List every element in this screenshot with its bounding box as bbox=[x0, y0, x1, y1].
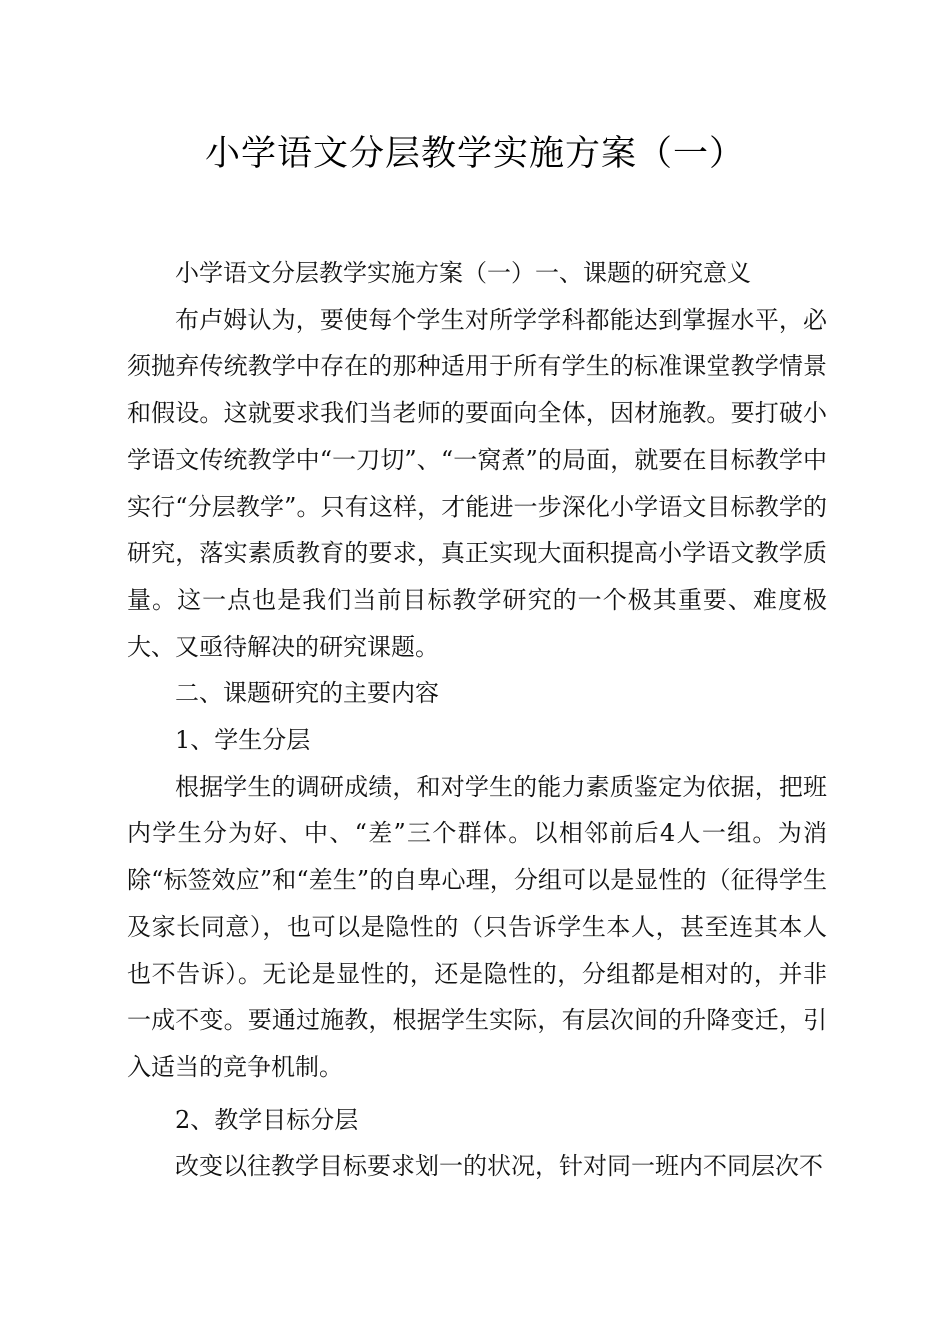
paragraph-research-significance: 布卢姆认为，要使每个学生对所学学科都能达到掌握水平，必须抛弃传统教学中存在的那种适用于所有学生的标准课堂教学情景和假设。这就要求我们当老师的要面向全体，因材施教。要打破小学语文传统教学中“一刀切”、“一窝煮”的局面，就要在目标教学中实行“分层教学”。只有这样，才能进一步深化小学语文目标教学的研究，落实素质教育的要求，真正实现大面积提高小学语文教学质量。这一点也是我们当前目标教学研究的一个极其重要、难度极大、又亟待解决的研究课题。 bbox=[127, 305, 827, 661]
paragraph-goal-layering-heading: 2、教学目标分层 bbox=[175, 1105, 359, 1134]
document-body bbox=[127, 250, 827, 1190]
document-title: 小学语文分层教学实施方案（一） bbox=[204, 134, 745, 174]
paragraph-intro-heading: 小学语文分层教学实施方案（一）一、课题的研究意义 bbox=[175, 259, 751, 287]
paragraph-goal-layering: 改变以往教学目标要求划一的状况，针对同一班内不同层次不 bbox=[175, 1152, 823, 1181]
paragraph-student-layering: 根据学生的调研成绩，和对学生的能力素质鉴定为依据，把班内学生分为好、中、“差”三个群体。以相邻前后4人一组。为消除“标签效应”和“差生”的自卑心理，分组可以是显性的（征得学生及家长同意），也可以是隐性的（只告诉学生本人，甚至连其本人也不告诉）。无论是显性的，还是隐性的，分组都是相对的，并非一成不变。要通过施教，根据学生实际，有层次间的升降变迁，引入适当的竞争机制。 bbox=[127, 772, 827, 1081]
paragraph-student-layering-heading: 1、学生分层 bbox=[175, 726, 311, 755]
paragraph-section-two-heading: 二、课题研究的主要内容 bbox=[175, 679, 439, 708]
